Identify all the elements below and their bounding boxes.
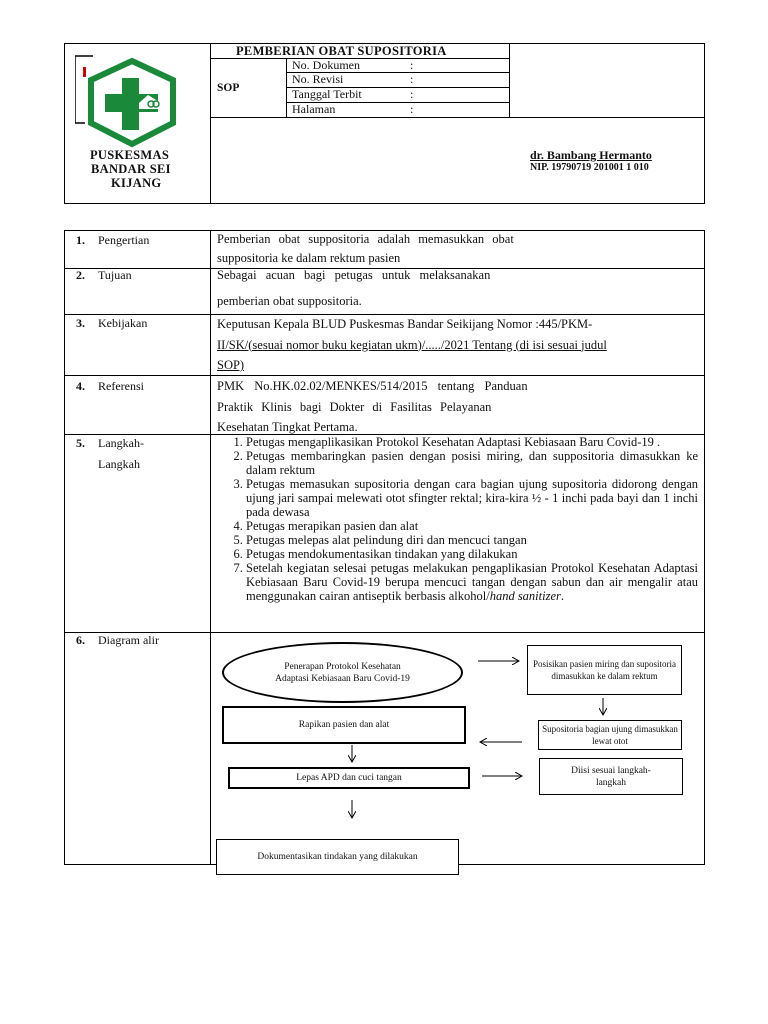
step-text: Setelah kegiatan selesai petugas melakukan pengaplikasian Protokol Kesehatan Adaptasi Kebiasaan Baru Covid-19 berupa mencuci tangan dengan sabun dan air mengalir atau menggunakan cairan antiseptik berbasis alkohol/ — [246, 561, 698, 603]
section-number: 5. — [76, 436, 85, 450]
doc-field-sep: : — [410, 87, 414, 101]
doc-field-label: No. Dokumen — [292, 58, 360, 72]
org-name-line1: PUSKESMAS — [90, 148, 170, 162]
section-label-tujuan: Tujuan — [98, 268, 132, 282]
text-line: Pemberian obat suppositoria adalah memasukkan obat — [217, 232, 514, 246]
doc-field-label: Halaman — [292, 102, 336, 116]
flow-box-text: Dokumentasikan tindakan yang dilakukan — [257, 852, 418, 862]
step-item: 1. Petugas mengaplikasikan Protokol Kesehatan Adaptasi Kebiasaan Baru Covid-19 . — [246, 435, 698, 449]
text-line: Kesehatan Tingkat Pertama. — [217, 420, 358, 434]
step-item: 5. Petugas melepas alat pelindung diri dan mencuci tangan — [246, 533, 698, 547]
signer-name: dr. Bambang Hermanto — [530, 148, 652, 162]
section-number: 4. — [76, 379, 85, 393]
doc-field-label: No. Revisi — [292, 72, 344, 86]
doc-field-label: Tanggal Terbit — [292, 87, 362, 101]
text-line: pemberian obat suppositoria. — [217, 294, 362, 308]
text-line: SOP) — [217, 358, 245, 372]
text-line: Praktik Klinis bagi Dokter di Fasilitas Pelayanan — [217, 399, 492, 414]
sop-label: SOP — [217, 82, 240, 94]
section-number: 1. — [76, 233, 85, 247]
section-number: 2. — [76, 268, 85, 282]
flow-start-text: Penerapan Protokol Kesehatan Adaptasi Kebiasaan Baru Covid-19 — [275, 661, 410, 684]
section-number: 6. — [76, 633, 85, 647]
section-label-langkah: Langkah- — [98, 436, 144, 450]
org-name-line3: KIJANG — [111, 176, 162, 190]
section-label-diagram: Diagram alir — [98, 633, 159, 647]
flow-box-text: Supositoria bagian ujung dimasukkan lewat otot — [542, 724, 678, 746]
doc-field-sep: : — [410, 58, 414, 72]
text-line: II/SK/(sesuai nomor buku kegiatan ukm)/...../2021 Tentang (di isi sesuai judul — [217, 337, 607, 352]
section-label-kebijakan: Kebijakan — [98, 316, 148, 330]
flow-box-text: Posisikan pasien miring dan supositoria dimasukkan ke dalam rektum — [533, 659, 676, 681]
text-line: Sebagai acuan bagi petugas untuk melaksanakan — [217, 268, 491, 282]
step-end: . — [560, 589, 564, 603]
flow-box-text: Diisi sesuai langkah-langkah — [571, 765, 651, 788]
doc-field-sep: : — [410, 72, 414, 86]
flow-box-text: Rapikan pasien dan alat — [298, 720, 390, 730]
flow-box-text: Lepas APD dan cuci tangan — [296, 773, 402, 783]
step-item: 6. Petugas mendokumentasikan tindakan yang dilakukan — [246, 547, 698, 561]
section-label-pengertian: Pengertian — [98, 233, 150, 247]
step-item: 4. Petugas merapikan pasien dan alat — [246, 519, 698, 533]
step-italic: hand sanitizer — [489, 589, 561, 603]
step-item: 3. Petugas memasukan supositoria dengan cara bagian ujung supositoria didorong dengan ujung jari sampai melewati otot sfingter rektal; kira-kira ½ - 1 inchi pada bayi dan 1 inchi pada dewasa — [246, 477, 698, 519]
text-line: suppositoria ke dalam rektum pasien — [217, 251, 401, 265]
text-line: Keputusan Kepala BLUD Puskesmas Bandar Seikijang Nomor :445/PKM- — [217, 317, 593, 331]
section-number: 3. — [76, 316, 85, 330]
text-line: PMK No.HK.02.02/MENKES/514/2015 tentang Panduan — [217, 379, 528, 393]
org-name-line2: BANDAR SEI — [91, 162, 171, 176]
sop-title: PEMBERIAN OBAT SUPOSITORIA — [236, 44, 447, 58]
signer-nip: NIP. 19790719 201001 1 010 — [530, 162, 649, 173]
section-label-referensi: Referensi — [98, 379, 144, 393]
step-item: 2. Petugas membaringkan pasien dengan posisi miring, dan suppositoria dimasukkan ke dalam rektum — [246, 449, 698, 477]
doc-field-sep: : — [410, 102, 414, 116]
section-label-langkah: Langkah — [98, 457, 140, 471]
